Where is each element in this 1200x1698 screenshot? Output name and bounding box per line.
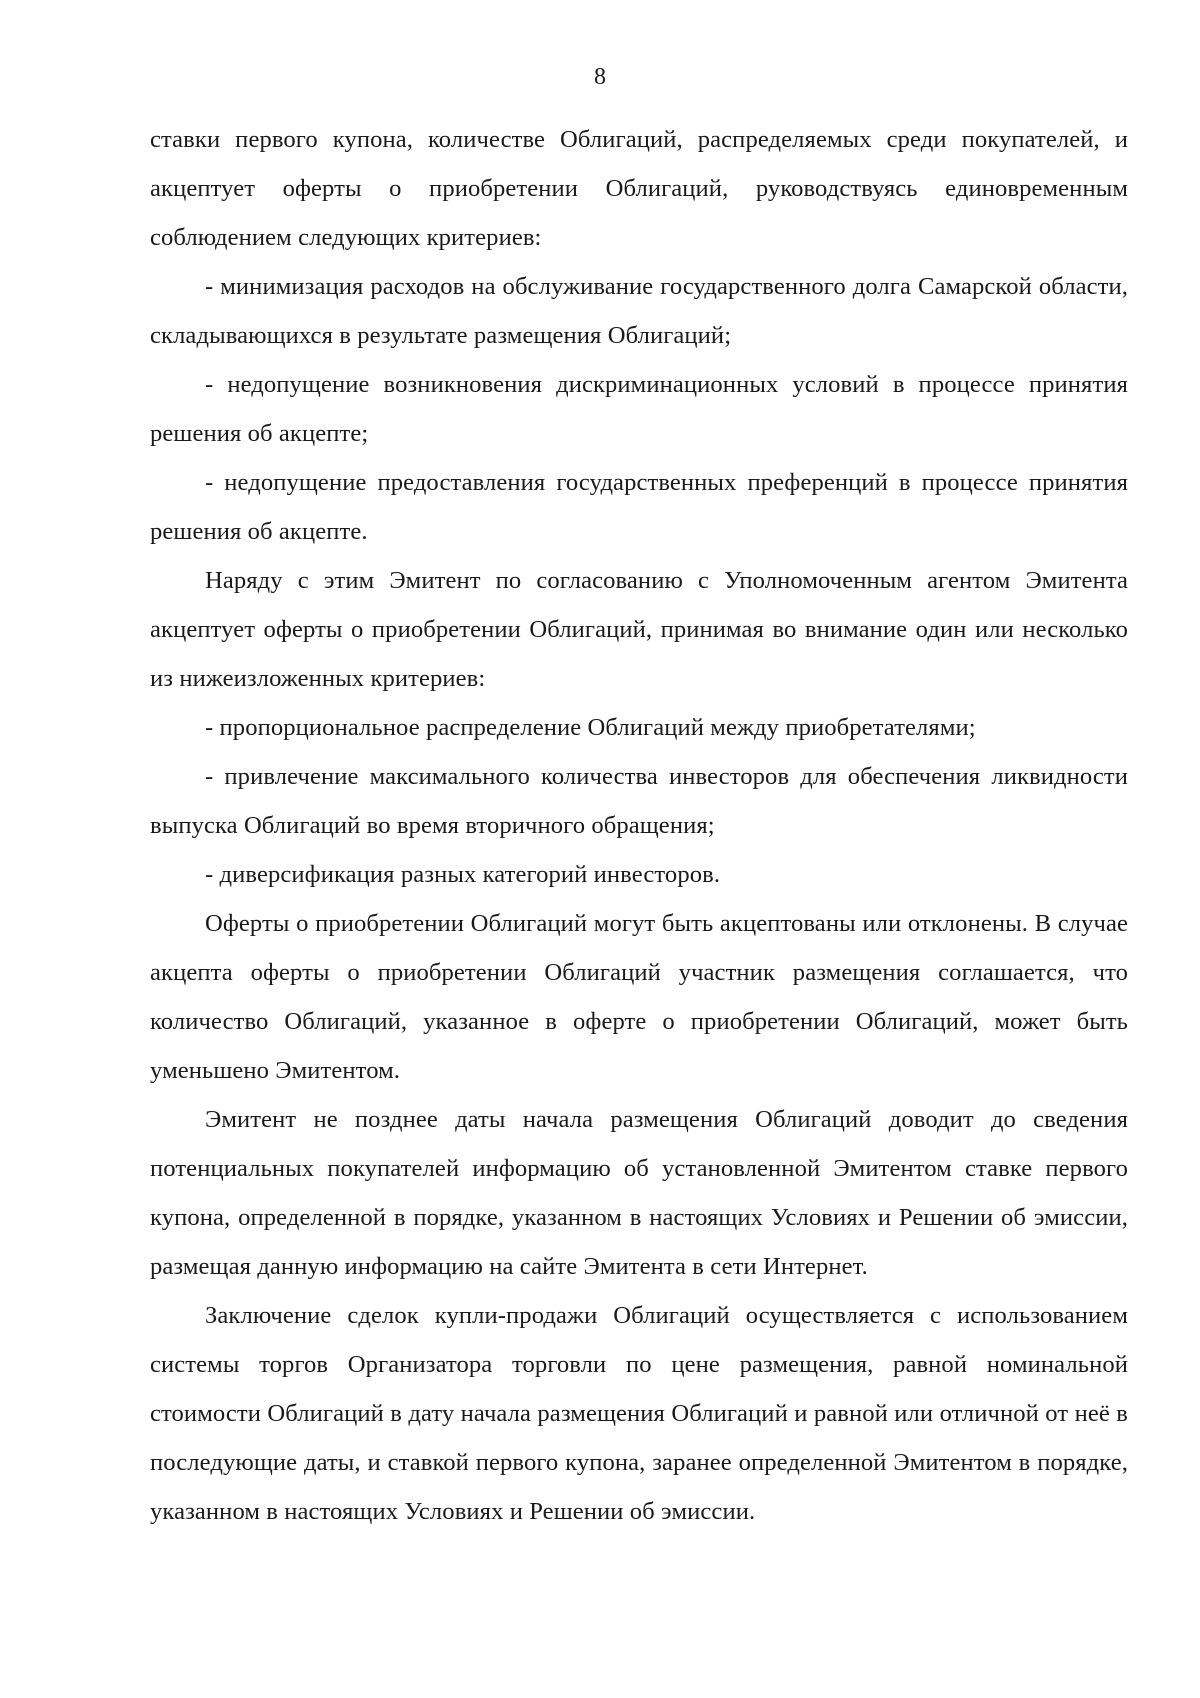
criterion-item: - диверсификация разных категорий инвесторов. xyxy=(205,861,721,888)
criterion-item: - минимизация расходов на обслуживание государственного долга Самарской области, складывающихся в результате размещения Облигаций; xyxy=(150,273,1128,349)
paragraph: Оферты о приобретении Облигаций могут быть акцептованы или отклонены. В случае акцепта оферты о приобретении Облигаций участник размещения соглашается, что количество Облигаций, указанное в оферте о приобретении Облигаций, может быть уменьшено Эмитентом. xyxy=(150,910,1128,1084)
paragraph-continuation: ставки первого купона, количестве Облигаций, распределяемых среди покупателей, и акцептует оферты о приобретении Облигаций, руководствуясь единовременным соблюдением следующих критериев: xyxy=(150,126,1128,251)
paragraph: Эмитент не позднее даты начала размещения Облигаций доводит до сведения потенциальных покупателей информацию об установленной Эмитентом ставке первого купона, определенной в порядке, указанном в настоящих Условиях и Решении об эмиссии, размещая данную информацию на сайте Эмитента в сети Интернет. xyxy=(150,1106,1128,1280)
document-body xyxy=(150,115,1128,1536)
paragraph: Заключение сделок купли-продажи Облигаций осуществляется с использованием системы торгов Организатора торговли по цене размещения, равной номинальной стоимости Облигаций в дату начала размещения Облигаций и равной или отличной от неё в последующие даты, и ставкой первого купона, заранее определенной Эмитентом в порядке, указанном в настоящих Условиях и Решении об эмиссии. xyxy=(150,1302,1128,1525)
criterion-item: - привлечение максимального количества инвесторов для обеспечения ликвидности выпуска Облигаций во время вторичного обращения; xyxy=(150,763,1128,839)
paragraph: Наряду с этим Эмитент по согласованию с Уполномоченным агентом Эмитента акцептует оферты о приобретении Облигаций, принимая во внимание один или несколько из нижеизложенных критериев: xyxy=(150,567,1128,692)
criterion-item: - пропорциональное распределение Облигаций между приобретателями; xyxy=(205,714,976,741)
criterion-item: - недопущение возникновения дискриминационных условий в процессе принятия решения об акцепте; xyxy=(150,371,1128,447)
criterion-item: - недопущение предоставления государственных преференций в процессе принятия решения об акцепте. xyxy=(150,469,1128,545)
page-number: 8 xyxy=(594,64,606,90)
